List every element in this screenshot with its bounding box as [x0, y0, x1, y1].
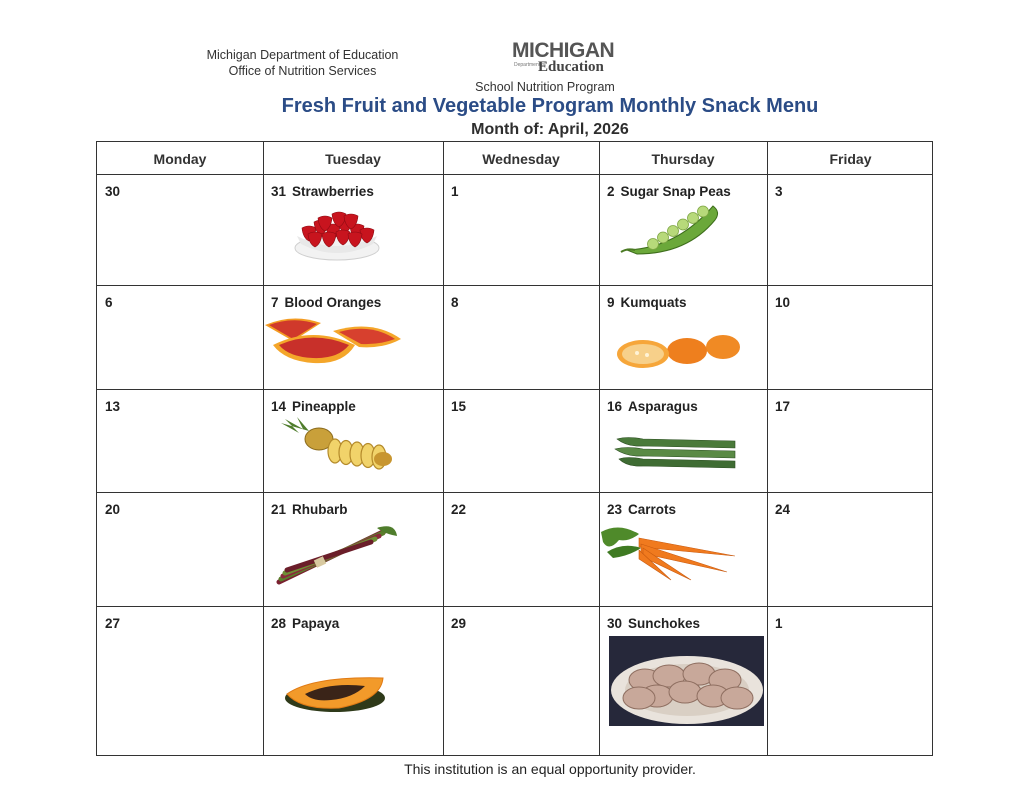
day-label [607, 502, 676, 517]
snack-name: Asparagus [628, 399, 698, 414]
day-number: 8 [451, 295, 459, 310]
blood-oranges-image [263, 315, 408, 370]
day-label [451, 616, 466, 631]
day-number: 6 [105, 295, 113, 310]
day-number: 17 [775, 399, 791, 414]
calendar-day-cell [767, 492, 934, 606]
snack-name: Sunchokes [628, 616, 701, 631]
day-label [105, 399, 120, 414]
day-number: 1 [451, 184, 459, 199]
program-name: School Nutrition Program [475, 80, 615, 94]
calendar-day-cell [97, 174, 263, 285]
calendar-day-cell [443, 606, 599, 757]
papaya-image [283, 670, 388, 720]
department-name: Michigan Department of Education [206, 48, 399, 62]
day-number: 21 [271, 502, 287, 517]
day-label [105, 184, 120, 199]
day-label [607, 616, 700, 631]
calendar-day-cell [599, 606, 767, 757]
calendar-day-cell [97, 285, 263, 389]
day-number: 30 [105, 184, 121, 199]
day-number: 3 [775, 184, 783, 199]
day-label [775, 399, 790, 414]
day-label [271, 502, 348, 517]
weekday-header-friday: Friday [829, 151, 872, 167]
snack-name: Rhubarb [292, 502, 348, 517]
calendar-day-cell [443, 174, 599, 285]
calendar-day-cell [599, 492, 767, 606]
logo-michigan-text: MICHIGAN [512, 39, 615, 62]
calendar-day-cell [97, 606, 263, 757]
menu-calendar-grid [96, 141, 933, 756]
calendar-day-cell [443, 389, 599, 492]
logo-education-text: Education [538, 59, 604, 75]
day-label [271, 184, 374, 199]
day-number: 29 [451, 616, 467, 631]
michigan-education-logo [505, 36, 620, 80]
day-number: 27 [105, 616, 121, 631]
snap-peas-image [617, 198, 727, 263]
snack-name: Blood Oranges [284, 295, 382, 310]
day-label [451, 399, 466, 414]
office-name: Office of Nutrition Services [228, 64, 377, 78]
day-number: 1 [775, 616, 783, 631]
weekday-header-tuesday: Tuesday [325, 151, 381, 167]
calendar-day-cell [767, 174, 934, 285]
calendar-day-cell [767, 606, 934, 757]
department-heading [170, 47, 435, 79]
calendar-day-cell [443, 285, 599, 389]
day-label [271, 616, 339, 631]
day-label [775, 616, 783, 631]
rhubarb-image [275, 524, 400, 599]
day-label [451, 295, 459, 310]
asparagus-image [613, 429, 738, 479]
snack-name: Papaya [292, 616, 340, 631]
calendar-day-cell [767, 389, 934, 492]
snack-name: Kumquats [620, 295, 687, 310]
calendar-day-cell [599, 174, 767, 285]
calendar-day-cell [443, 492, 599, 606]
day-label [271, 399, 356, 414]
day-label [451, 184, 459, 199]
day-label [105, 502, 120, 517]
day-number: 30 [607, 616, 623, 631]
footer-statement: This institution is an equal opportunity provider. [404, 761, 696, 777]
day-label [607, 295, 687, 310]
day-number: 9 [607, 295, 615, 310]
day-label [775, 502, 790, 517]
day-label [105, 616, 120, 631]
calendar-day-cell [97, 492, 263, 606]
day-number: 24 [775, 502, 791, 517]
calendar-day-cell [599, 285, 767, 389]
snack-name: Carrots [628, 502, 677, 517]
calendar-day-cell [263, 285, 443, 389]
calendar-day-cell [263, 174, 443, 285]
carrots-image [599, 522, 739, 587]
strawberries-image [287, 204, 387, 269]
day-number: 7 [271, 295, 279, 310]
day-label [451, 502, 466, 517]
snack-name: Sugar Snap Peas [620, 184, 731, 199]
day-number: 13 [105, 399, 121, 414]
day-label [775, 295, 790, 310]
snack-name: Pineapple [292, 399, 356, 414]
calendar-day-cell [263, 389, 443, 492]
day-label [607, 399, 698, 414]
page-title: Fresh Fruit and Vegetable Program Monthly Snack Menu [281, 95, 819, 117]
month-label: Month of: April, 2026 [471, 121, 629, 138]
day-label [607, 184, 731, 199]
day-number: 20 [105, 502, 121, 517]
day-number: 16 [607, 399, 623, 414]
calendar-day-cell [263, 606, 443, 757]
day-number: 10 [775, 295, 791, 310]
day-label [271, 295, 381, 310]
day-label [105, 295, 113, 310]
day-label [775, 184, 783, 199]
day-number: 23 [607, 502, 623, 517]
day-number: 2 [607, 184, 615, 199]
calendar-day-cell [767, 285, 934, 389]
day-number: 22 [451, 502, 467, 517]
sunchokes-image [609, 636, 764, 731]
weekday-header-monday: Monday [153, 151, 207, 167]
calendar-day-cell [599, 389, 767, 492]
kumquats-image [613, 331, 743, 376]
day-number: 15 [451, 399, 467, 414]
pineapple-image [279, 417, 394, 477]
weekday-header-wednesday: Wednesday [482, 151, 560, 167]
weekday-header-thursday: Thursday [651, 151, 715, 167]
logo-department-text: Department of [514, 62, 546, 68]
calendar-day-cell [263, 492, 443, 606]
day-number: 31 [271, 184, 287, 199]
calendar-day-cell [97, 389, 263, 492]
day-number: 28 [271, 616, 287, 631]
snack-name: Strawberries [292, 184, 374, 199]
day-number: 14 [271, 399, 287, 414]
